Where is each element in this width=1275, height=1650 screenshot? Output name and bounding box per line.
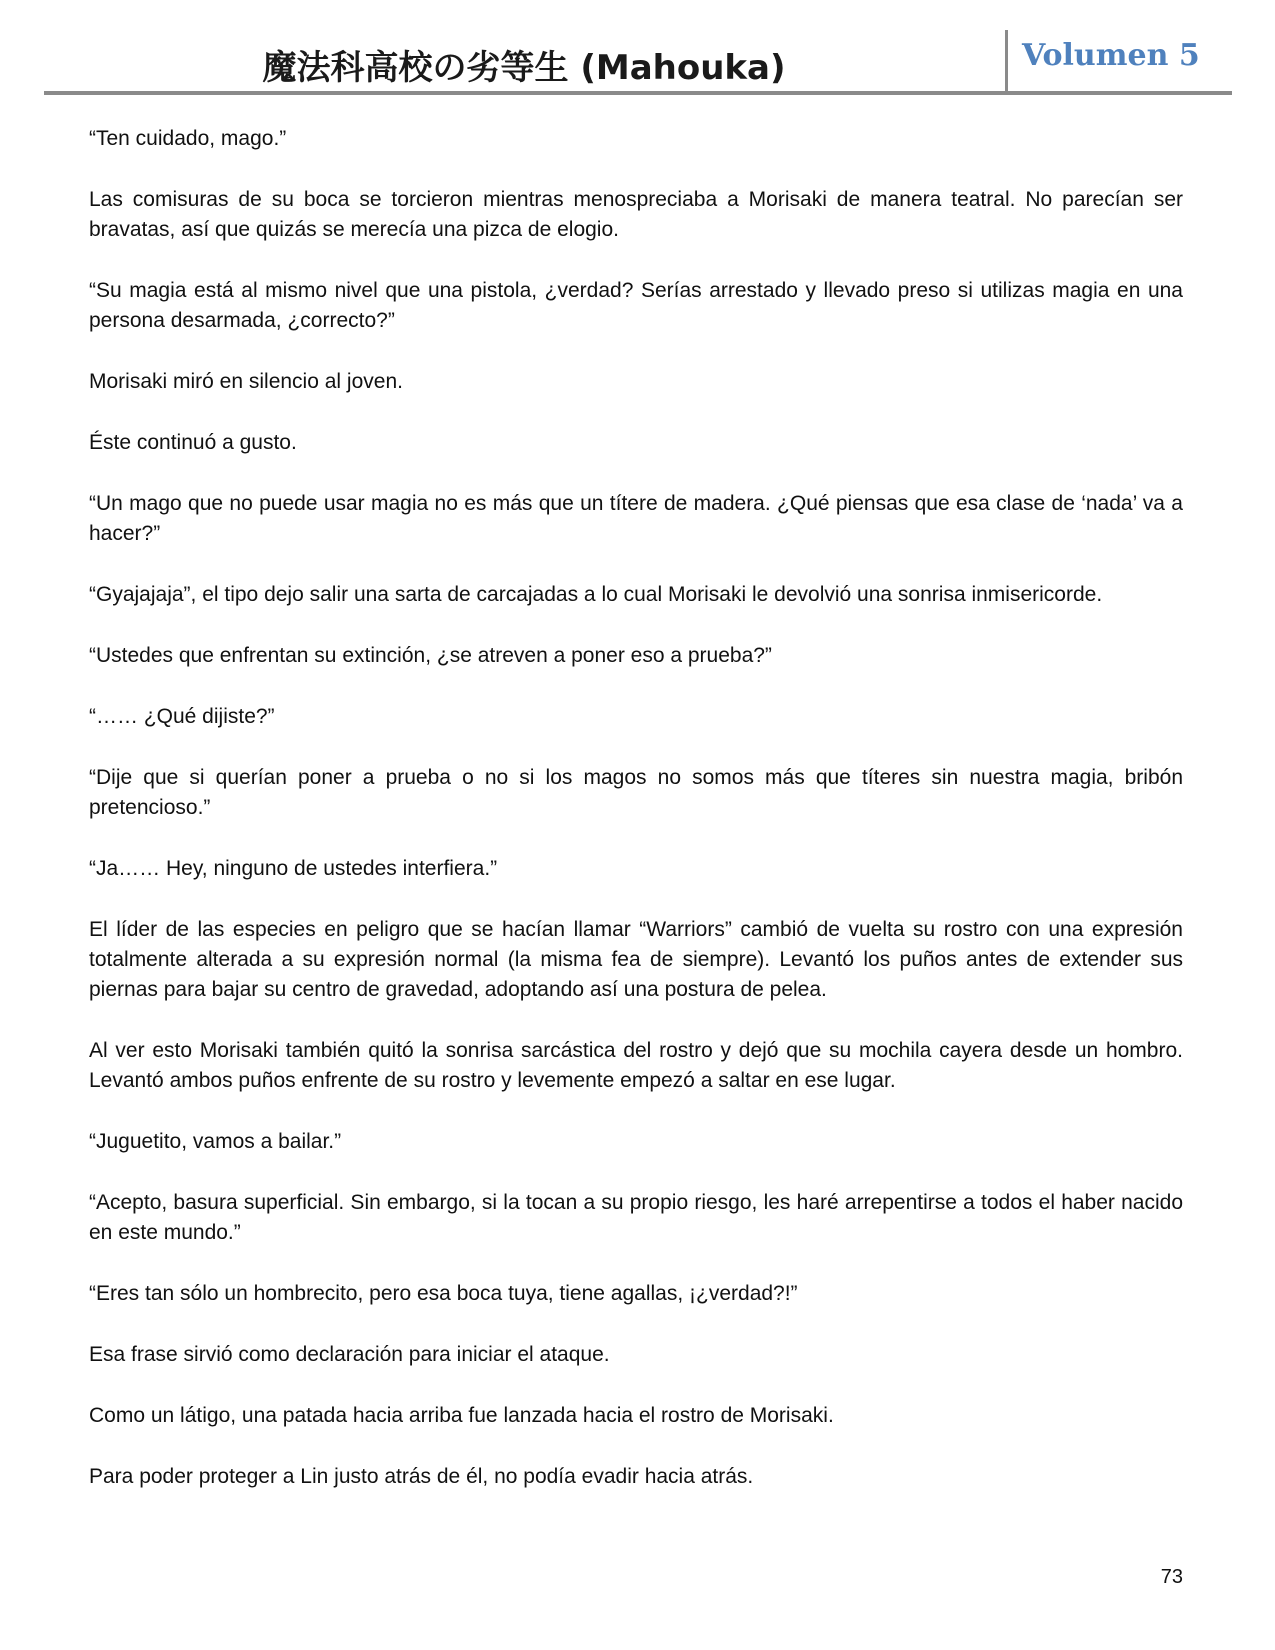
paragraph: “Su magia está al mismo nivel que una pistola, ¿verdad? Serías arrestado y llevado preso si utilizas magia en una persona desarmada, ¿correcto?” [89, 279, 1183, 332]
paragraph: Para poder proteger a Lin justo atrás de él, no podía evadir hacia atrás. [89, 1465, 754, 1488]
paragraph: El líder de las especies en peligro que se hacían llamar “Warriors” cambió de vuelta su rostro con una expresión totalmente alterada a su expresión normal (la misma fea de siempre). Levantó los puños antes de extender sus piernas para bajar su centro de gravedad, adoptando así una postura de pelea. [89, 918, 1183, 1001]
paragraph: “Ja…… Hey, ninguno de ustedes interfiera.” [89, 857, 498, 880]
book-title: 魔法科高校の劣等生 (Mahouka) [262, 48, 786, 88]
paragraph: Como un látigo, una patada hacia arriba fue lanzada hacia el rostro de Morisaki. [89, 1404, 834, 1427]
paragraph: Morisaki miró en silencio al joven. [89, 370, 403, 393]
paragraph: “Eres tan sólo un hombrecito, pero esa boca tuya, tiene agallas, ¡¿verdad?!” [89, 1282, 798, 1305]
page-body [89, 124, 1183, 1523]
paragraph: “Gyajajaja”, el tipo dejo salir una sarta de carcajadas a lo cual Morisaki le devolvió una sonrisa inmisericorde. [89, 583, 1103, 606]
paragraph: Al ver esto Morisaki también quitó la sonrisa sarcástica del rostro y dejó que su mochila cayera desde un hombro. Levantó ambos puños enfrente de su rostro y levemente empezó a saltar en ese lugar. [89, 1039, 1183, 1092]
paragraph: Éste continuó a gusto. [89, 431, 297, 454]
paragraph: Las comisuras de su boca se torcieron mientras menospreciaba a Morisaki de manera teatral. No parecían ser bravatas, así que quizás se merecía una pizca de elogio. [89, 188, 1183, 241]
paragraph: “Ustedes que enfrentan su extinción, ¿se atreven a poner eso a prueba?” [89, 644, 772, 667]
paragraph: “Dije que si querían poner a prueba o no si los magos no somos más que títeres sin nuestra magia, bribón pretencioso.” [89, 766, 1183, 819]
page-number: 73 [1160, 1566, 1183, 1588]
paragraph: “Juguetito, vamos a bailar.” [89, 1130, 342, 1153]
paragraph: “Acepto, basura superficial. Sin embargo, si la tocan a su propio riesgo, les haré arrepentirse a todos el haber nacido en este mundo.” [89, 1191, 1183, 1244]
paragraph: Esa frase sirvió como declaración para iniciar el ataque. [89, 1343, 610, 1366]
header-rule [44, 91, 1232, 95]
volume-label: Volumen 5 [1022, 38, 1200, 73]
paragraph: “Ten cuidado, mago.” [89, 127, 287, 150]
paragraph: “Un mago que no puede usar magia no es más que un títere de madera. ¿Qué piensas que esa clase de ‘nada’ va a hacer?” [89, 492, 1183, 545]
page-header [44, 30, 1232, 94]
header-divider [1005, 30, 1008, 92]
paragraph: “…… ¿Qué dijiste?” [89, 705, 275, 728]
